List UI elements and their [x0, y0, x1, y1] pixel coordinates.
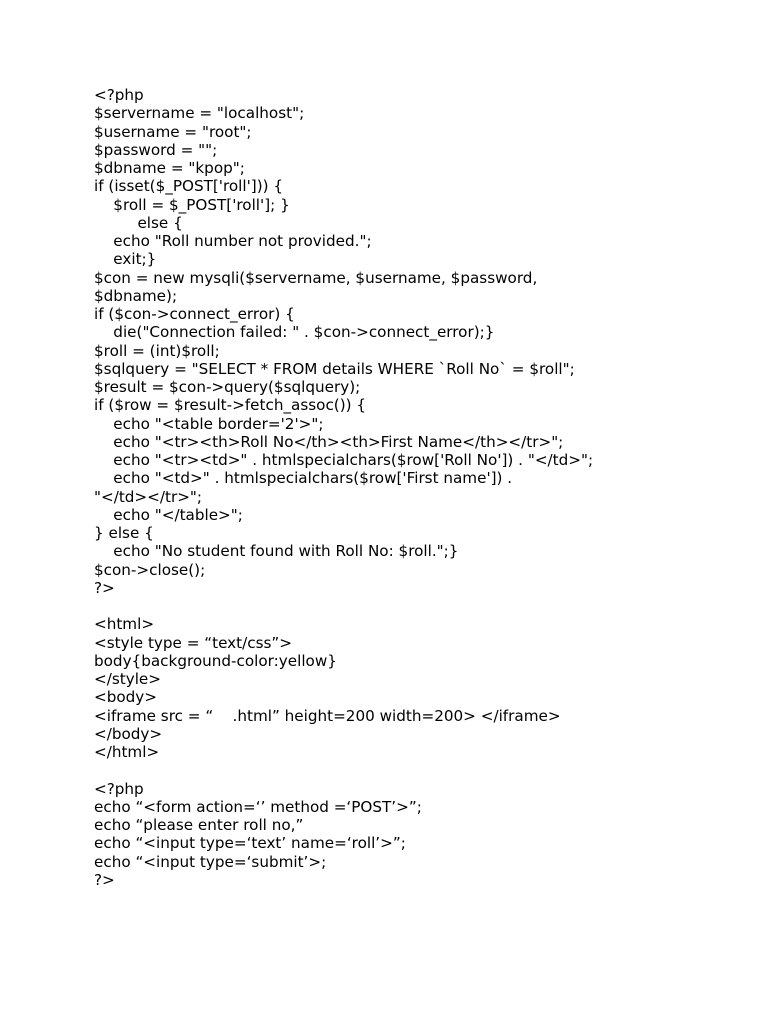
code-line: } else {	[94, 524, 154, 542]
code-line: if ($row = $result->fetch_assoc()) {	[94, 396, 367, 415]
code-line: $dbname = "kpop";	[94, 159, 245, 177]
code-line: ?>	[94, 870, 115, 889]
code-line: echo "<tr><td>" . htmlspecialchars($row['Roll No']) . "</td>";	[94, 451, 594, 469]
code-line: $roll = (int)$roll;	[94, 341, 220, 360]
code-line: die("Connection failed: " . $con->connect_error);}	[94, 323, 495, 342]
code-line: echo "<td>" . htmlspecialchars($row['First name']) .	[94, 469, 513, 488]
code-line: $con = new mysqli($servername, $username, $password,	[94, 268, 538, 287]
code-line: $sqlquery = "SELECT * FROM details WHERE `Roll No` = $roll";	[94, 359, 575, 378]
code-line: $password = "";	[94, 140, 218, 159]
code-line: $username = "root";	[94, 122, 252, 141]
code-line: echo “<input type=‘submit’>;	[94, 852, 327, 871]
code-line: echo “<form action=‘’ method =‘POST’>”;	[94, 797, 422, 816]
code-line: <iframe src = “ .html” height=200 width=200> </iframe>	[94, 706, 561, 725]
code-line: if ($con->connect_error) {	[94, 305, 295, 323]
code-line: $con->close();	[94, 560, 206, 579]
code-line: </html>	[94, 743, 160, 761]
code-line: echo "</table>";	[94, 505, 243, 524]
code-line: echo "Roll number not provided.";	[94, 232, 372, 250]
code-line: $dbname);	[94, 286, 178, 305]
code-line: <?php	[94, 86, 144, 104]
code-line: $roll = $_POST['roll']; }	[94, 195, 290, 214]
code-line: exit;}	[94, 250, 157, 269]
code-line: <style type = “text/css”>	[94, 633, 293, 652]
code-line	[94, 597, 754, 615]
code-line: "</td></tr>";	[94, 487, 203, 506]
code-line: <body>	[94, 688, 158, 707]
code-line: <html>	[94, 615, 155, 634]
code-line: </body>	[94, 724, 163, 743]
code-line: if (isset($_POST['roll'])) {	[94, 177, 284, 196]
code-line: echo “<input type=‘text’ name=‘roll’>”;	[94, 834, 406, 853]
code-line	[94, 761, 754, 779]
code-line: echo "No student found with Roll No: $roll.";}	[94, 542, 459, 561]
code-line: </style>	[94, 670, 161, 688]
code-text-block	[94, 86, 754, 889]
code-line: $servername = "localhost";	[94, 104, 305, 123]
code-line: ?>	[94, 578, 115, 597]
code-line: <?php	[94, 779, 144, 798]
code-line: echo "<tr><th>Roll No</th><th>First Name</th></tr>";	[94, 432, 564, 451]
code-line: body{background-color:yellow}	[94, 651, 337, 670]
code-line: else {	[94, 213, 183, 232]
code-line: echo “please enter roll no,”	[94, 816, 304, 834]
code-line: $result = $con->query($sqlquery);	[94, 378, 361, 396]
code-line: echo "<table border='2'>";	[94, 414, 324, 433]
